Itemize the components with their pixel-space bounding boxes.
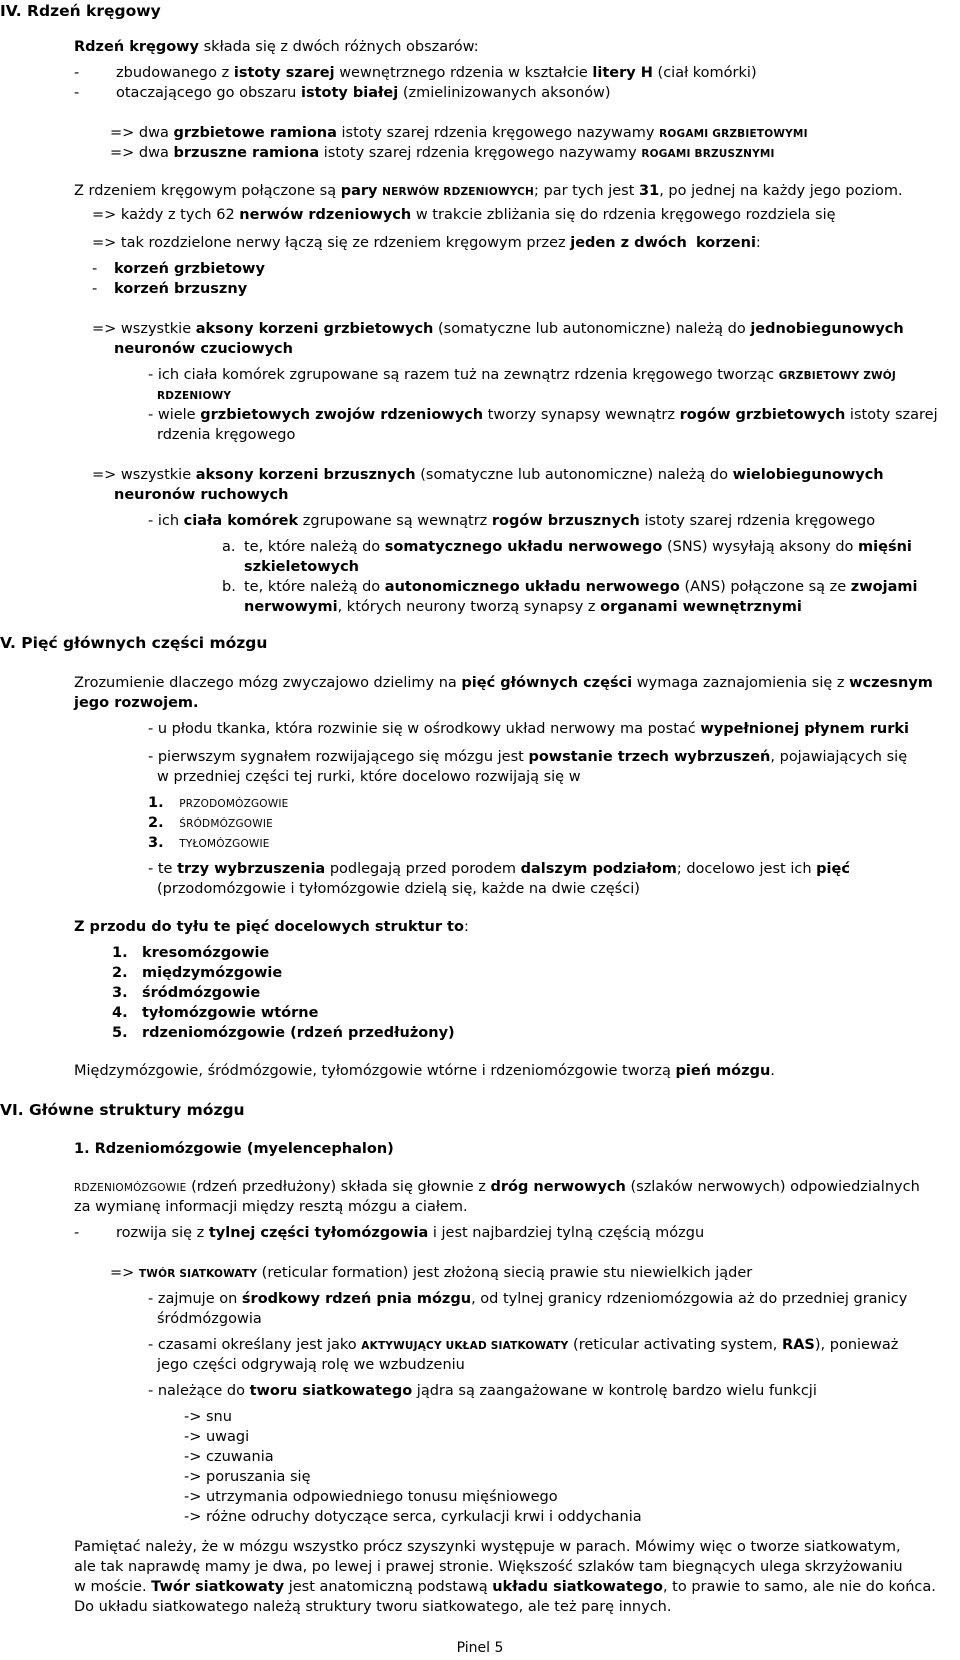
s4-arrow-item: => dwa brzuszne ramiona istoty szarej rdzenia kręgowego nazywamy ROGAMI BRZUSZNYMI (110, 145, 775, 161)
s6-function-item: -> snu (184, 1409, 232, 1425)
s6-paragraph: RDZENIOMÓZGOWIE (rdzeń przedłużony) składa się głownie z dróg nerwowych (szlaków nerwowych) odpowiedzialnych (74, 1179, 920, 1195)
s5-vesicle-item: 3. TYŁOMÓZGOWIE (148, 835, 270, 851)
s5-paragraph: Zrozumienie dlaczego mózg zwyczajowo dzielimy na pięć głównych części wymaga zaznajomienia się z wczesnym (74, 675, 933, 691)
page-footer: Pinel 5 (456, 1640, 504, 1656)
s5-sub-item: - pierwszym sygnałem rozwijającego się mózgu jest powstanie trzech wybrzuszeń, pojawiających się (148, 749, 908, 765)
s5-vesicle-item: 2. ŚRÓDMÓZGOWIE (148, 815, 273, 831)
section-v-title: V. Pięć głównych części mózgu (0, 634, 268, 652)
s6-function-item: -> czuwania (184, 1449, 274, 1465)
s6-sub-item: - czasami określany jest jako AKTYWUJĄCY UKŁAD SIATKOWATY (reticular activating system, RAS), ponieważ (148, 1337, 899, 1353)
s4-list-item: - zbudowanego z istoty szarej wewnętrznego rdzenia w kształcie litery H (ciał komórki) (74, 65, 757, 81)
s4-sub-item: - ich ciała komórek zgrupowane są razem tuż na zewnątrz rdzenia kręgowego tworząc GRZBIETOWY ZWÓJ (148, 367, 897, 383)
s5-continuation: jego rozwojem. (74, 695, 199, 711)
s4-root-item: - korzeń brzuszny (92, 281, 248, 297)
s4-continuation: szkieletowych (244, 559, 359, 575)
s4-list-item: - otaczającego go obszaru istoty białej (zmielinizowanych aksonów) (74, 85, 611, 101)
s6-continuation: jego części odgrywają rolę we wzbudzeniu (157, 1357, 465, 1373)
s4-sub-item: - ich ciała komórek zgrupowane są wewnątrz rogów brzusznych istoty szarej rdzenia kręgowego (148, 513, 876, 529)
s5-continuation: (przodomózgowie i tyłomózgowie dzielą się, każde na dwie części) (157, 881, 640, 897)
section-vi-title: VI. Główne struktury mózgu (0, 1101, 245, 1119)
s6-sub-item: - należące do tworu siatkowatego jądra są zaangażowane w kontrolę bardzo wielu funkcji (148, 1383, 817, 1399)
s5-structure-item: 4. tyłomózgowie wtórne (112, 1005, 319, 1021)
s6-closing-line: Do układu siatkowatego należą struktury tworu siatkowatego, ale też parę innych. (74, 1599, 672, 1615)
s5-structure-item: 1. kresomózgowie (112, 945, 270, 961)
s4-continuation: nerwowymi, których neurony tworzą synapsy z organami wewnętrznymi (244, 599, 802, 615)
s6-arrow-item: => TWÓR SIATKOWATY (reticular formation) jest złożoną siecią prawie stu niewielkich jąder (110, 1265, 753, 1281)
s6-closing-line: ale tak naprawdę mamy je dwa, po lewej i prawej stronie. Większość szlaków tam biegnących ulega skrzyżowaniu (74, 1559, 903, 1575)
s4-arrow-item: => wszystkie aksony korzeni brzusznych (somatyczne lub autonomiczne) należą do wielobiegunowych (92, 467, 884, 483)
s4-paragraph: Z rdzeniem kręgowym połączone są pary NERWÓW RDZENIOWYCH; par tych jest 31, po jednej na każdy jego poziom. (74, 183, 903, 199)
s5-structure-item: 3. śródmózgowie (112, 985, 261, 1001)
s5-continuation: w przedniej części tej rurki, które docelowo rozwijają się w (157, 769, 581, 785)
s4-intro: Rdzeń kręgowy składa się z dwóch różnych obszarów: (74, 39, 479, 55)
s6-closing-line: Pamiętać należy, że w mózgu wszystko prócz szyszynki występuje w parach. Mówimy więc o tworze siatkowatym, (74, 1539, 901, 1555)
s4-lettered-item: a. te, które należą do somatycznego układu nerwowego (SNS) wysyłają aksony do mięśni (222, 539, 912, 555)
s6-closing-line: w moście. Twór siatkowaty jest anatomiczną podstawą układu siatkowatego, to prawie to samo, ale nie do końca. (74, 1579, 936, 1595)
s6-continuation: za wymianę informacji między resztą mózgu a ciałem. (74, 1199, 468, 1215)
s6-function-item: -> uwagi (184, 1429, 250, 1445)
s6-function-item: -> różne odruchy dotyczące serca, cyrkulacji krwi i oddychania (184, 1509, 642, 1525)
s6-continuation: śródmózgowia (157, 1311, 262, 1327)
s6-sub-item: - zajmuje on środkowy rdzeń pnia mózgu, od tylnej granicy rdzeniomózgowia aż do przedniej granicy (148, 1291, 908, 1307)
s5-sub-item: - u płodu tkanka, która rozwinie się w ośrodkowy układ nerwowy ma postać wypełnionej płynem rurki (148, 721, 909, 737)
s4-continuation: RDZENIOWY (157, 390, 232, 402)
s5-vesicle-item: 1. PRZODOMÓZGOWIE (148, 795, 289, 811)
s4-arrow-item: => każdy z tych 62 nerwów rdzeniowych w trakcie zbliżania się do rdzenia kręgowego rozdziela się (92, 207, 836, 223)
s4-continuation: rdzenia kręgowego (157, 427, 296, 443)
s5-paragraph: Międzymózgowie, śródmózgowie, tyłomózgowie wtórne i rdzeniomózgowie tworzą pień mózgu. (74, 1063, 775, 1079)
s4-lettered-item: b. te, które należą do autonomicznego układu nerwowego (ANS) połączone są ze zwojami (222, 579, 918, 595)
s5-structure-item: 2. międzymózgowie (112, 965, 283, 981)
s4-arrow-item: => dwa grzbietowe ramiona istoty szarej rdzenia kręgowego nazywamy ROGAMI GRZBIETOWYMI (110, 125, 808, 141)
s5-sub-item: - te trzy wybrzuszenia podlegają przed porodem dalszym podziałom; docelowo jest ich pięć (148, 861, 850, 877)
s4-continuation: neuronów ruchowych (114, 487, 289, 503)
section-iv-title: IV. Rdzeń kręgowy (0, 2, 161, 20)
s6-list-item: - rozwija się z tylnej części tyłomózgowia i jest najbardziej tylną częścią mózgu (74, 1225, 705, 1241)
s4-arrow-item: => wszystkie aksony korzeni grzbietowych (somatyczne lub autonomiczne) należą do jednobiegunowych (92, 321, 904, 337)
s5-structure-item: 5. rdzeniomózgowie (rdzeń przedłużony) (112, 1025, 455, 1041)
s4-root-item: - korzeń grzbietowy (92, 261, 265, 277)
s6-subsection-title: 1. Rdzeniomózgowie (myelencephalon) (74, 1141, 394, 1157)
s6-function-item: -> poruszania się (184, 1469, 311, 1485)
s6-function-item: -> utrzymania odpowiedniego tonusu mięśniowego (184, 1489, 558, 1505)
s5-paragraph: Z przodu do tyłu te pięć docelowych struktur to: (74, 919, 469, 935)
s4-arrow-item: => tak rozdzielone nerwy łączą się ze rdzeniem kręgowym przez jeden z dwóch korzeni: (92, 235, 761, 251)
s4-continuation: neuronów czuciowych (114, 341, 293, 357)
s4-sub-item: - wiele grzbietowych zwojów rdzeniowych tworzy synapsy wewnątrz rogów grzbietowych istoty szarej (148, 407, 938, 423)
